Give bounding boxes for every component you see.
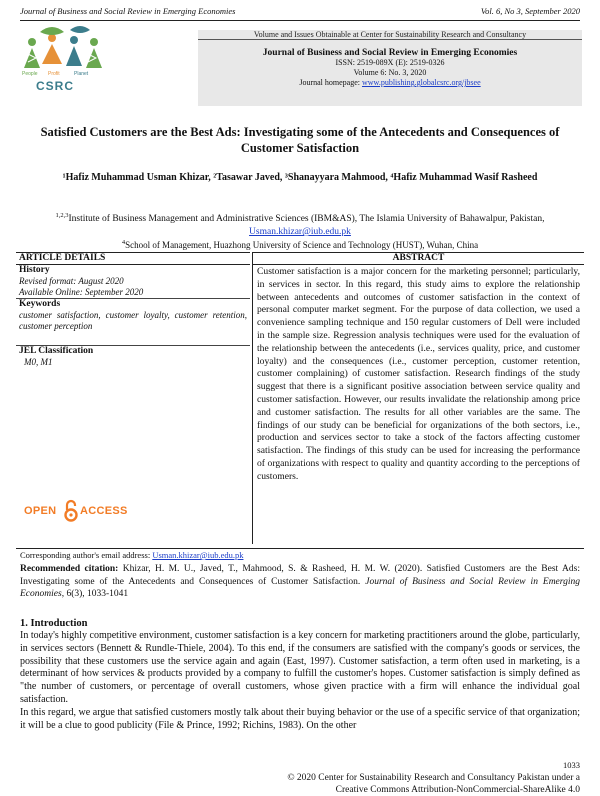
history-available: Available Online: September 2020 — [19, 287, 144, 297]
corresponding-author — [20, 550, 580, 561]
affiliation-1-marker: 1,2,3 — [55, 212, 69, 219]
logo-caption-planet: Planet — [74, 71, 89, 77]
history-heading: History — [19, 265, 50, 275]
csrc-logo — [22, 24, 182, 104]
corresponding-label: Corresponding author's email address: — [20, 550, 151, 560]
affiliation-2 — [30, 237, 570, 251]
masthead-issn: ISSN: 2519-089X (E): 2519-0326 — [335, 58, 445, 67]
top-rule — [20, 20, 580, 21]
introduction-paragraph-2: In this regard, we argue that satisfied customers mostly talk about their buying behavior or the use of a specific service of that organization; it will be a clue to good publicity (File & Prince, 1992; Richins, 1983). On the other — [20, 706, 580, 731]
abstract-text: Customer satisfaction is a major concern for the marketing personnel; particularly, in services in sector. In this regard, this study aims to explore the relationship between antecedents and outcomes of customer satisfaction in the context of personal computer market segment. For the purpose of data collection, we used a convenience sampling technique and 150 regular customers of Dell were included in the sample size. Regression analysis techniques were used for the evaluation of the relationship between the antecedents (i.e., services quality, price, and customer loyalty) and the consequences (i.e., customer perception, customer retention, customer complaining) of customer satisfaction. Research findings of the study suggest that there is a significant positive association between service quality and customer satisfaction. However, our results invalidate the relationship among price and customer satisfaction. The results for all other variables are the same. The findings of our study can be beneficial for organizations of the both sectors, i.e., production and services sector to take a stock of the factors affecting customer satisfaction. The findings of this study can be used for increasing the performance of organizations with respect to quality and quantity according to the perceptions of customers. — [257, 266, 580, 482]
introduction-paragraph-1: In today's highly competitive environment, customer satisfaction is a key concern for marketing practitioners around the globe, particularly, in services sectors (Bennett & Rundle-Thiele, 2004). To this end, if the consumers are satisfied with the company's goods or services, the possibility that these customers use the service again and again (East, 1997). Customer satisfaction, a term often used in marketing, is a determinant of how services & products provided by a company to fulfill the customer's hopes. Customer satisfaction is simply defined as "the number of customers, or percentage of overall customers, whose given practice with a firm will enhance the individual goal satisfaction. — [20, 630, 580, 705]
affiliation-email-link[interactable]: Usman.khizar@iub.edu.pk — [249, 227, 351, 238]
masthead-volume: Volume 6: No. 3, 2020 — [353, 68, 427, 77]
open-access-logo — [24, 500, 128, 524]
author-list: ¹Hafiz Muhammad Usman Khizar, ²Tasawar Javed, ³Shanayyara Mahmood, ⁴Hafiz Muhammad Wasif Rasheed — [62, 172, 538, 183]
journal-masthead — [198, 30, 582, 106]
masthead-rule — [198, 39, 582, 40]
masthead-journal-title: Journal of Business and Social Review in Emerging Economies — [262, 48, 518, 58]
citation-journal: Journal of Business and Social Review in Emerging Economies — [20, 576, 581, 599]
logo-caption-profit: Profit — [48, 71, 60, 77]
citation-text: Khizar, H. M. U., Javed, T., Mahmood, S. & Rasheed, H. M. W. (2020). Satisfied Customers are the Best Ads: Investigating some of the Antecedents and Consequences of Customer Satisfaction. — [20, 564, 580, 587]
keywords-heading: Keywords — [19, 299, 61, 309]
jel-heading: JEL Classification — [19, 346, 94, 356]
masthead-homepage-label: Journal homepage: — [299, 78, 360, 87]
open-access-word-access: ACCESS — [80, 505, 128, 517]
history-revised: Revised format: August 2020 — [19, 276, 124, 286]
keywords-text: customer satisfaction, customer loyalty, customer retention, customer perception — [19, 310, 247, 331]
page-number: 1033 — [563, 760, 580, 770]
open-lock-icon — [64, 500, 78, 522]
keywords-section — [16, 299, 250, 344]
running-head-volume: Vol. 6, No 3, September 2020 — [480, 6, 580, 16]
affiliation-2-marker: 4 — [121, 239, 126, 246]
article-details-heading: ARTICLE DETAILS — [16, 252, 250, 265]
open-access-word-open: OPEN — [24, 505, 57, 517]
logo-caption-people: People — [22, 71, 38, 77]
masthead-availability: Volume and Issues Obtainable at Center for Sustainability Research and Consultancy — [253, 30, 527, 39]
abstract-heading: ABSTRACT — [253, 252, 584, 265]
license-statement: © 2020 Center for Sustainability Research and Consultancy Pakistan under a Creative Commons Attribution-NonCommercial-ShareAlike 4.0 — [287, 773, 580, 795]
affiliation-2-text: School of Management, Huazhong University of Science and Technology (HUST), Wuhan, China — [125, 240, 479, 250]
citation-label: Recommended citation: — [20, 564, 119, 574]
logo-name: CSRC — [36, 79, 75, 93]
jel-section — [16, 346, 250, 368]
recommended-citation — [20, 563, 580, 601]
citation-tail: , 6(3), 1033-1041 — [61, 589, 129, 599]
running-head-journal: Journal of Business and Social Review in Emerging Economies — [20, 6, 236, 16]
masthead-homepage — [198, 78, 582, 88]
affiliation-1 — [30, 209, 570, 239]
running-head — [20, 6, 580, 20]
correspondence-rule — [16, 548, 584, 549]
history-section — [16, 265, 250, 297]
introduction-heading: 1. Introduction — [20, 618, 88, 629]
masthead-homepage-link[interactable]: www.publishing.globalcsrc.org/jbsee — [362, 78, 481, 87]
affiliation-1-text: Institute of Business Management and Administrative Sciences (IBM&AS), The Islamia University of Bahawalpur, Pakistan, — [68, 214, 545, 225]
paper-title: Satisfied Customers are the Best Ads: Investigating some of the Antecedents and Consequences of Customer Satisfaction — [40, 125, 560, 155]
corresponding-email-link[interactable]: Usman.khizar@iub.edu.pk — [152, 550, 244, 560]
introduction-section — [20, 618, 580, 732]
jel-codes: M0, M1 — [24, 357, 53, 367]
